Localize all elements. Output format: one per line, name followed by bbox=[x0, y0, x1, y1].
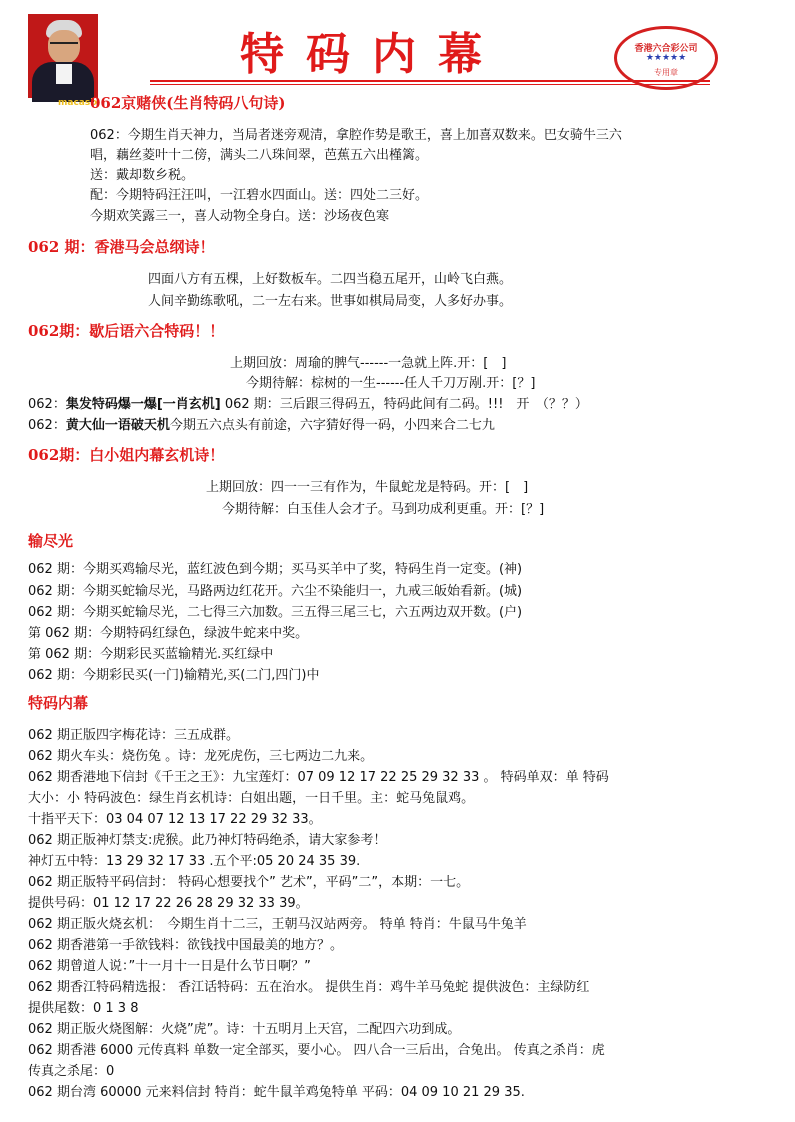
text-line: 062 期正版火烧玄机： 今期生肖十二三，王朝马汉站两旁。 特单 特肖：牛鼠马牛兔羊 bbox=[28, 917, 527, 932]
text-line: 062 期正版四字梅花诗：三五成群。 bbox=[28, 728, 239, 743]
text-line: 062 期：今期买鸡输尽光，蓝红波色到今期；买马买羊中了奖，特码生肖一定变。(神) bbox=[28, 562, 523, 577]
text-line: 今期待解：棕树的一生------任人千刀万剐.开：[？] bbox=[246, 376, 536, 391]
section-heading-baixiaojie: 062期：白小姐内幕玄机诗！ bbox=[28, 446, 225, 464]
photo-glasses bbox=[50, 42, 78, 50]
text-line: 062 期香港地下信封《千王之王》：九宝莲灯：07 09 12 17 22 25 29 32 33 。 特码单双：单 特码 bbox=[28, 770, 609, 785]
text-line: 上期回放：四一一三有作为，牛鼠蛇龙是特码。开：[ ] bbox=[206, 480, 529, 495]
line-rest: 062 期：三后跟三得码五，特码此间有二码。!!! 开 （？？） bbox=[220, 397, 588, 412]
text-line: 062 期香港 6000 元传真料 单数一定全部买，要小心。 四八合一三后出，合兔出。 传真之杀肖：虎 bbox=[28, 1043, 605, 1058]
section-heading-xiehouyu: 062期：歇后语六合特码！！ bbox=[28, 322, 225, 340]
bold-label: 黄大仙一语破天机 bbox=[65, 418, 170, 433]
text-line: 神灯五中特：13 29 32 17 33 .五个平:05 20 24 35 39. bbox=[28, 854, 361, 869]
stamp-text-bottom: 专用章 bbox=[654, 68, 678, 77]
text-line: 062 期：今期买蛇输尽光，二七得三六加数。三五得三尾三七，六五两边双开数。(户) bbox=[28, 605, 523, 620]
photo-tag: macasix bbox=[58, 98, 100, 108]
text-line: 今期欢笑露三一，喜人动物全身白。送：沙场夜色寒 bbox=[90, 209, 390, 224]
title-underline bbox=[150, 80, 710, 82]
section-heading-hk-jockey: 062 期：香港马会总纲诗！ bbox=[28, 238, 215, 256]
line-prefix: 062： bbox=[28, 397, 66, 412]
text-line: 提供号码：01 12 17 22 26 28 29 32 33 39。 bbox=[28, 896, 309, 911]
text-line: 今期待解：白玉佳人会才子。马到功成利更重。开：[？] bbox=[222, 502, 545, 517]
text-line: 配：今期特码汪汪叫，一江碧水四面山。送：四处二三好。 bbox=[90, 188, 429, 203]
text-line: 提供尾数：0 1 3 8 bbox=[28, 1001, 139, 1016]
line-prefix: 062： bbox=[28, 418, 66, 433]
section-heading-jingduxia: 062京赌侠(生肖特码八句诗) bbox=[90, 94, 286, 112]
text-line: 062 期台湾 60000 元来料信封 特肖：蛇牛鼠羊鸡兔特单 平码：04 09 10 21 29 35. bbox=[28, 1085, 525, 1100]
section-heading-temaneimu: 特码内幕 bbox=[28, 694, 89, 712]
line-rest: 今期五六点头有前途，六字猜好得一码，小四来合二七九 bbox=[169, 418, 495, 433]
photo-collar bbox=[56, 64, 72, 84]
text-line: 062 期香港第一手欲钱料：欲钱找中国最美的地方？。 bbox=[28, 938, 343, 953]
text-line: 第 062 期：今期彩民买蓝输精光.买红绿中 bbox=[28, 647, 274, 662]
text-line: 十指平天下：03 04 07 12 13 17 22 29 32 33。 bbox=[28, 812, 322, 827]
text-line: 062 期：今期买蛇输尽光，马路两边红花开。六尘不染能归一，九戒三皈始看新。(城) bbox=[28, 584, 523, 599]
text-line: 四面八方有五棵，上好数板车。二四当稳五尾开，山岭飞白燕。 bbox=[148, 272, 513, 287]
text-line: 062 期香江特码精选报： 香江话特码：五在治水。 提供生肖：鸡牛羊马兔蛇 提供波色：主绿防红 bbox=[28, 980, 590, 995]
text-line: 062 期曾道人说：”十一月十一日是什么节日啊？” bbox=[28, 959, 311, 974]
text-line: 大小：小 特码波色：绿生肖玄机诗：白姐出题，一日千里。主：蛇马兔鼠鸡。 bbox=[28, 791, 475, 806]
text-line: 第 062 期：今期特码红绿色，绿波牛蛇来中奖。 bbox=[28, 626, 309, 641]
text-line: 传真之杀尾：0 bbox=[28, 1064, 115, 1079]
text-line-huangdaxian bbox=[28, 414, 495, 433]
text-line: 062 期正版特平码信封： 特码心想要找个” 艺术”，平码”二”，本期：一七。 bbox=[28, 875, 470, 890]
text-line: 唱，藕丝菱叶十二傍，满头二八珠间翠，芭蕉五六出槿篱。 bbox=[90, 148, 429, 163]
text-line: 上期回放：周瑜的脾气------一急就上阵.开：[ ] bbox=[230, 356, 507, 371]
text-line: 062 期火车头：烧伤兔 。诗：龙死虎伤，三七两边二九来。 bbox=[28, 749, 374, 764]
title-underline-thin bbox=[150, 84, 710, 85]
text-line-jifa bbox=[28, 393, 588, 412]
stamp-stars: ★★★★★ bbox=[645, 53, 687, 63]
text-line: 062 期：今期彩民买(一门)输精光,买(二门,四门)中 bbox=[28, 668, 320, 683]
bold-label: 集发特码爆一爆[一肖玄机] bbox=[65, 397, 221, 412]
text-line: 送：戴却数乡税。 bbox=[90, 168, 195, 183]
stamp-text-top: 香港六合彩公司 bbox=[634, 44, 698, 54]
page-title: 特码内幕 bbox=[240, 29, 504, 80]
text-line: 062 期正版火烧图解：火烧”虎”。诗：十五明月上天宫，二配四六功到成。 bbox=[28, 1022, 461, 1037]
text-line: 062：今期生肖天神力，当局者迷旁观清，拿腔作势是歌王，喜上加喜双数来。巴女骑牛三六 bbox=[90, 128, 622, 143]
section-heading-shujinguang: 输尽光 bbox=[28, 532, 74, 550]
author-photo bbox=[28, 14, 100, 108]
text-line: 062 期正版神灯禁支:虎猴。此乃神灯特码绝杀，请大家参考！ bbox=[28, 833, 387, 848]
text-line: 人间辛勤练歌吼，二一左右来。世事如棋局局变，人多好办事。 bbox=[148, 294, 513, 309]
seal-stamp bbox=[614, 26, 718, 90]
